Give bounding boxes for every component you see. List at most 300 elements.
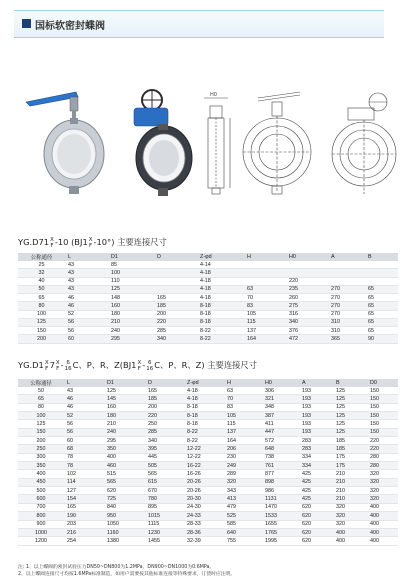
table-row xyxy=(18,520,398,528)
table-cell: 160 xyxy=(108,302,154,310)
table-cell: 193 xyxy=(299,420,333,428)
table-cell: 52 xyxy=(65,310,108,318)
table-row xyxy=(18,285,398,293)
table-cell: 105 xyxy=(224,412,262,420)
table-cell: 210 xyxy=(333,495,367,503)
table-cell: 150 xyxy=(18,327,65,335)
table-cell: 185 xyxy=(333,437,367,445)
table-cell: 8-18 xyxy=(184,412,224,420)
table-cell: 8-22 xyxy=(184,428,224,436)
page-title: 国标软密封蝶阀 xyxy=(35,21,105,32)
bullet-square-icon xyxy=(22,19,31,28)
table-cell: 283 xyxy=(299,445,333,453)
table-cell: 306 xyxy=(262,387,299,395)
table-row xyxy=(18,294,398,302)
table-cell: 413 xyxy=(224,495,262,503)
table-cell: 46 xyxy=(64,403,104,411)
table-cell: 65 xyxy=(18,395,64,403)
table-cell: 8-18 xyxy=(197,310,244,318)
table-row xyxy=(18,327,398,335)
table-cell: 321 xyxy=(262,395,299,403)
table-cell: 350 xyxy=(104,445,145,453)
table-cell: 320 xyxy=(367,495,398,503)
table-cell: 4-18 xyxy=(197,277,244,285)
table-cell: 640 xyxy=(224,528,262,536)
table-cell: 283 xyxy=(299,437,333,445)
valve-illustrations xyxy=(18,88,398,198)
table-cell: 150 xyxy=(367,403,398,411)
table-cell: 164 xyxy=(244,335,286,343)
table-row xyxy=(18,453,398,461)
table-cell: 275 xyxy=(286,302,328,310)
table-cell: 56 xyxy=(64,428,104,436)
table-cell: 320 xyxy=(367,478,398,486)
table-cell: 280 xyxy=(367,462,398,470)
table-cell: 63 xyxy=(244,285,286,293)
table-cell: 8-18 xyxy=(184,420,224,428)
table-cell: 670 xyxy=(145,487,184,495)
table-cell xyxy=(154,261,197,269)
table-cell: 395 xyxy=(145,445,184,453)
table-cell: 310 xyxy=(328,318,365,326)
table-cell: 1230 xyxy=(145,528,184,536)
table-cell: 235 xyxy=(286,285,328,293)
table-cell: 193 xyxy=(299,395,333,403)
table-cell xyxy=(365,269,398,277)
table-cell xyxy=(328,269,365,277)
table-cell: 1015 xyxy=(145,512,184,520)
table-cell: 450 xyxy=(18,478,64,486)
table-cell: 572 xyxy=(262,437,299,445)
footnote-line: 注: 1、以上蝶阀的密封试验压力DN50~DN800为1.2MPa，DN900~DN1000为0.6MPa。 xyxy=(18,565,215,570)
table-row xyxy=(18,528,398,536)
table-cell xyxy=(365,261,398,269)
table-row xyxy=(18,335,398,343)
table-cell: 316 xyxy=(286,310,328,318)
table-row xyxy=(18,403,398,411)
table-cell: 180 xyxy=(108,310,154,318)
table-cell xyxy=(154,277,197,285)
table-cell: 285 xyxy=(154,327,197,335)
table-cell: 100 xyxy=(18,412,64,420)
table-cell: 200 xyxy=(18,437,64,445)
table-cell: 376 xyxy=(286,327,328,335)
table-cell: 220 xyxy=(367,437,398,445)
table-cell: 150 xyxy=(367,412,398,420)
table-cell: 348 xyxy=(262,403,299,411)
table-cell: 28-33 xyxy=(184,520,224,528)
table-cell: 125 xyxy=(333,420,367,428)
table-cell: 185 xyxy=(154,302,197,310)
table-cell: 43 xyxy=(65,269,108,277)
table-cell: 400 xyxy=(18,470,64,478)
table-cell: 83 xyxy=(244,302,286,310)
table-cell: 115 xyxy=(244,318,286,326)
table-cell: 56 xyxy=(64,420,104,428)
table-cell: 479 xyxy=(224,503,262,511)
table-row xyxy=(18,269,398,277)
front-lever-drawing xyxy=(243,92,311,194)
table-cell: 400 xyxy=(367,512,398,520)
spec-table-1 xyxy=(18,253,398,344)
column-header: H xyxy=(244,253,286,261)
table-cell: 620 xyxy=(299,512,333,520)
table-cell: 320 xyxy=(333,520,367,528)
table-cell: 620 xyxy=(299,520,333,528)
table-cell: 1115 xyxy=(145,520,184,528)
table-cell: 137 xyxy=(244,327,286,335)
table-cell: 137 xyxy=(224,428,262,436)
table-cell: 154 xyxy=(64,495,104,503)
table-cell: 565 xyxy=(104,478,145,486)
table-cell: 505 xyxy=(145,462,184,470)
column-header: Z-φd xyxy=(184,379,224,387)
table-cell: 43 xyxy=(65,285,108,293)
table-cell: 425 xyxy=(299,478,333,486)
table-cell: 220 xyxy=(367,445,398,453)
table-cell: 620 xyxy=(299,528,333,536)
table-cell: 761 xyxy=(262,462,299,470)
table-cell: 125 xyxy=(104,387,145,395)
table-cell: 986 xyxy=(262,487,299,495)
table-cell: 200 xyxy=(18,335,65,343)
table-cell: 150 xyxy=(367,420,398,428)
table-cell: 160 xyxy=(104,403,145,411)
table-row xyxy=(18,512,398,520)
table-cell: 216 xyxy=(64,528,104,536)
column-header: H xyxy=(224,379,262,387)
table-cell: 125 xyxy=(333,387,367,395)
table-cell: 334 xyxy=(299,453,333,461)
table-cell: 210 xyxy=(333,487,367,495)
table-cell: 148 xyxy=(108,294,154,302)
table-cell: 525 xyxy=(224,512,262,520)
gear-valve-image xyxy=(134,90,192,196)
table-cell: 65 xyxy=(365,302,398,310)
column-header: B xyxy=(333,379,367,387)
footnotes xyxy=(18,564,398,578)
column-header: A xyxy=(328,253,365,261)
table-cell: 24-33 xyxy=(184,512,224,520)
table-row xyxy=(18,470,398,478)
table-row xyxy=(18,487,398,495)
table-cell: 60 xyxy=(65,335,108,343)
table-cell: 60 xyxy=(64,437,104,445)
table-cell: 4-18 xyxy=(197,269,244,277)
spec-table-2 xyxy=(18,379,398,546)
table-cell: 270 xyxy=(328,294,365,302)
table-cell: 78 xyxy=(64,462,104,470)
table-cell: 4-18 xyxy=(197,294,244,302)
table-row xyxy=(18,437,398,445)
table-cell: 125 xyxy=(18,420,64,428)
table-cell: 127 xyxy=(64,487,104,495)
column-header: B xyxy=(365,253,398,261)
column-header: 公称通径 xyxy=(18,379,64,387)
table-cell: 565 xyxy=(145,470,184,478)
table-cell: 4-18 xyxy=(184,395,224,403)
table-cell: 210 xyxy=(333,470,367,478)
table-cell: 460 xyxy=(104,462,145,470)
table-cell: 780 xyxy=(145,495,184,503)
table-cell: 895 xyxy=(145,503,184,511)
table-cell: 289 xyxy=(224,470,262,478)
table-cell: 65 xyxy=(365,285,398,293)
table-cell xyxy=(154,269,197,277)
table-cell: 125 xyxy=(333,395,367,403)
table-cell: 648 xyxy=(262,445,299,453)
column-header: A xyxy=(299,379,333,387)
table-cell xyxy=(154,285,197,293)
table-cell: 320 xyxy=(367,487,398,495)
table-cell: 65 xyxy=(365,294,398,302)
column-header: H0 xyxy=(286,253,328,261)
table-cell: 800 xyxy=(18,512,64,520)
table-cell: 50 xyxy=(18,285,65,293)
table-cell: 220 xyxy=(145,412,184,420)
footnote-line: 2、以上蝶阀连接尺寸均按1.6MPa标准制造，如用户需要按其他标准连接等特殊要求，订货时应注明。 xyxy=(18,572,236,577)
table-cell: 115 xyxy=(224,420,262,428)
lever-valve-image xyxy=(26,92,104,194)
table-cell: 620 xyxy=(299,537,333,545)
table-cell: 43 xyxy=(65,261,108,269)
table-cell: 125 xyxy=(333,412,367,420)
table-cell: 200 xyxy=(145,403,184,411)
table-cell: 206 xyxy=(224,445,262,453)
table-cell: 193 xyxy=(299,428,333,436)
table-row xyxy=(18,495,398,503)
table-cell: 180 xyxy=(104,412,145,420)
table-cell: 68 xyxy=(64,445,104,453)
table-cell: 400 xyxy=(367,503,398,511)
table-cell: 164 xyxy=(224,437,262,445)
table-cell xyxy=(244,261,286,269)
table-cell: 125 xyxy=(108,285,154,293)
table-cell: 200 xyxy=(154,310,197,318)
table-cell: 50 xyxy=(18,387,64,395)
table-row xyxy=(18,537,398,545)
svg-text:H0: H0 xyxy=(210,92,217,98)
side-section-drawing xyxy=(204,92,230,194)
table-cell: 270 xyxy=(328,285,365,293)
column-header: D1 xyxy=(108,253,154,261)
table-cell: 193 xyxy=(299,403,333,411)
table-cell: 725 xyxy=(104,495,145,503)
table-cell: 387 xyxy=(262,412,299,420)
table-cell: 320 xyxy=(333,512,367,520)
table-cell: 280 xyxy=(367,453,398,461)
table-cell: 411 xyxy=(262,420,299,428)
table-cell: 400 xyxy=(333,537,367,545)
table-cell: 4-18 xyxy=(184,387,224,395)
table-cell: 320 xyxy=(333,503,367,511)
table-cell: 193 xyxy=(299,387,333,395)
table-cell: 1380 xyxy=(104,537,145,545)
table-row xyxy=(18,310,398,318)
section-header xyxy=(14,10,384,38)
table-cell: 240 xyxy=(108,327,154,335)
table-row xyxy=(18,420,398,428)
table-cell: 295 xyxy=(108,335,154,343)
table-cell: 620 xyxy=(299,503,333,511)
table-cell: 515 xyxy=(104,470,145,478)
table-cell: 83 xyxy=(224,403,262,411)
table-cell: 65 xyxy=(365,310,398,318)
table-cell: 249 xyxy=(224,462,262,470)
table-cell: 193 xyxy=(299,412,333,420)
table-cell: 24-30 xyxy=(184,503,224,511)
table-cell: 350 xyxy=(18,462,64,470)
table-cell: 56 xyxy=(65,318,108,326)
table-cell: 950 xyxy=(104,512,145,520)
table-cell: 102 xyxy=(64,470,104,478)
table-cell: 165 xyxy=(145,387,184,395)
table-cell: 738 xyxy=(262,453,299,461)
table-cell: 125 xyxy=(18,318,65,326)
table-row xyxy=(18,302,398,310)
table-cell: 320 xyxy=(367,470,398,478)
table-cell: 65 xyxy=(365,327,398,335)
table-cell: 100 xyxy=(18,310,65,318)
table-cell: 900 xyxy=(18,520,64,528)
table-cell: 1470 xyxy=(262,503,299,511)
table-cell: 270 xyxy=(328,310,365,318)
table-row xyxy=(18,445,398,453)
table-cell: 16-26 xyxy=(184,470,224,478)
table-cell: 365 xyxy=(328,335,365,343)
table-cell: 8-18 xyxy=(197,318,244,326)
column-header: D0 xyxy=(367,379,398,387)
table-cell: 52 xyxy=(64,412,104,420)
table-cell: 90 xyxy=(365,335,398,343)
table-cell: 100 xyxy=(108,269,154,277)
table-cell: 260 xyxy=(286,294,328,302)
table-cell: 1000 xyxy=(18,528,64,536)
table-cell: 40 xyxy=(18,277,65,285)
table-cell: 203 xyxy=(64,520,104,528)
table-cell: 340 xyxy=(145,437,184,445)
table-cell: 20-26 xyxy=(184,478,224,486)
table-cell: 898 xyxy=(262,478,299,486)
table1-subtitle: YG.D71X F-10 (BJ1X F-10°) 主要连接尺寸 xyxy=(18,236,167,249)
table-cell: 8-22 xyxy=(197,327,244,335)
table-cell xyxy=(328,261,365,269)
table-cell: 1131 xyxy=(262,495,299,503)
table-cell: 8-22 xyxy=(197,335,244,343)
table-cell: 425 xyxy=(299,487,333,495)
table-cell: 16-22 xyxy=(184,462,224,470)
table-cell: 65 xyxy=(18,294,65,302)
table-cell xyxy=(244,269,286,277)
table-cell: 585 xyxy=(224,520,262,528)
table-cell xyxy=(286,261,328,269)
table-cell: 4-14 xyxy=(197,261,244,269)
table-cell: 1995 xyxy=(262,537,299,545)
table-cell: 300 xyxy=(18,453,64,461)
table-cell: 43 xyxy=(64,387,104,395)
table-cell: 310 xyxy=(328,327,365,335)
table2-subtitle: YG.D1X F7X F- 6 16C、P、R、Z(BJ1X F- 6 16C、P、R、Z) 主要连接尺寸 xyxy=(18,359,258,372)
table-cell: 1765 xyxy=(262,528,299,536)
column-header: L xyxy=(65,253,108,261)
table-cell: 28-36 xyxy=(184,528,224,536)
table-cell: 240 xyxy=(104,428,145,436)
column-header: D1 xyxy=(104,379,145,387)
table-row xyxy=(18,428,398,436)
table-row xyxy=(18,478,398,486)
table-cell: 620 xyxy=(104,487,145,495)
table-cell: 165 xyxy=(64,503,104,511)
table-cell: 43 xyxy=(65,277,108,285)
table-cell: 615 xyxy=(145,478,184,486)
table-cell: 125 xyxy=(333,428,367,436)
table-cell: 8-18 xyxy=(184,403,224,411)
table-cell: 1050 xyxy=(104,520,145,528)
table-cell: 32 xyxy=(18,269,65,277)
table-cell: 25 xyxy=(18,261,65,269)
table-cell: 472 xyxy=(286,335,328,343)
table-cell: 12-22 xyxy=(184,453,224,461)
table-row xyxy=(18,462,398,470)
table-cell: 1455 xyxy=(145,537,184,545)
table-cell: 8-22 xyxy=(184,437,224,445)
table-cell: 1160 xyxy=(104,528,145,536)
table-cell xyxy=(365,277,398,285)
table-cell: 150 xyxy=(367,387,398,395)
table-cell: 425 xyxy=(299,495,333,503)
table-cell: 400 xyxy=(104,453,145,461)
column-header: Z-φd xyxy=(197,253,244,261)
table-cell: 210 xyxy=(108,318,154,326)
table-cell: 755 xyxy=(224,537,262,545)
table-cell: 600 xyxy=(18,495,64,503)
table-cell: 210 xyxy=(104,420,145,428)
table-cell: 20-30 xyxy=(184,495,224,503)
table-cell: 1655 xyxy=(262,520,299,528)
table-cell: 254 xyxy=(64,537,104,545)
table-cell: 175 xyxy=(333,462,367,470)
table-cell: 500 xyxy=(18,487,64,495)
table-cell: 190 xyxy=(64,512,104,520)
table-cell: 56 xyxy=(65,327,108,335)
table-cell: 400 xyxy=(367,520,398,528)
table-cell: 295 xyxy=(104,437,145,445)
table-row xyxy=(18,387,398,395)
table-cell: 425 xyxy=(299,470,333,478)
table-cell: 4-18 xyxy=(197,285,244,293)
table-cell: 220 xyxy=(286,277,328,285)
table-cell: 220 xyxy=(154,318,197,326)
table-cell: 70 xyxy=(224,395,262,403)
table-cell: 334 xyxy=(299,462,333,470)
table-row xyxy=(18,277,398,285)
column-header: L xyxy=(64,379,104,387)
table-cell: 150 xyxy=(367,428,398,436)
table-cell: 46 xyxy=(65,294,108,302)
table-cell: 46 xyxy=(65,302,108,310)
table-cell: 8-18 xyxy=(197,302,244,310)
table-cell: 125 xyxy=(333,403,367,411)
table-cell: 340 xyxy=(286,318,328,326)
table-cell: 63 xyxy=(224,387,262,395)
column-header: 公称通径 xyxy=(18,253,65,261)
table-cell: 150 xyxy=(18,428,64,436)
table-cell: 340 xyxy=(154,335,197,343)
table-cell xyxy=(286,269,328,277)
table-cell: 80 xyxy=(18,302,65,310)
table-cell: 46 xyxy=(64,395,104,403)
table-cell: 150 xyxy=(367,395,398,403)
